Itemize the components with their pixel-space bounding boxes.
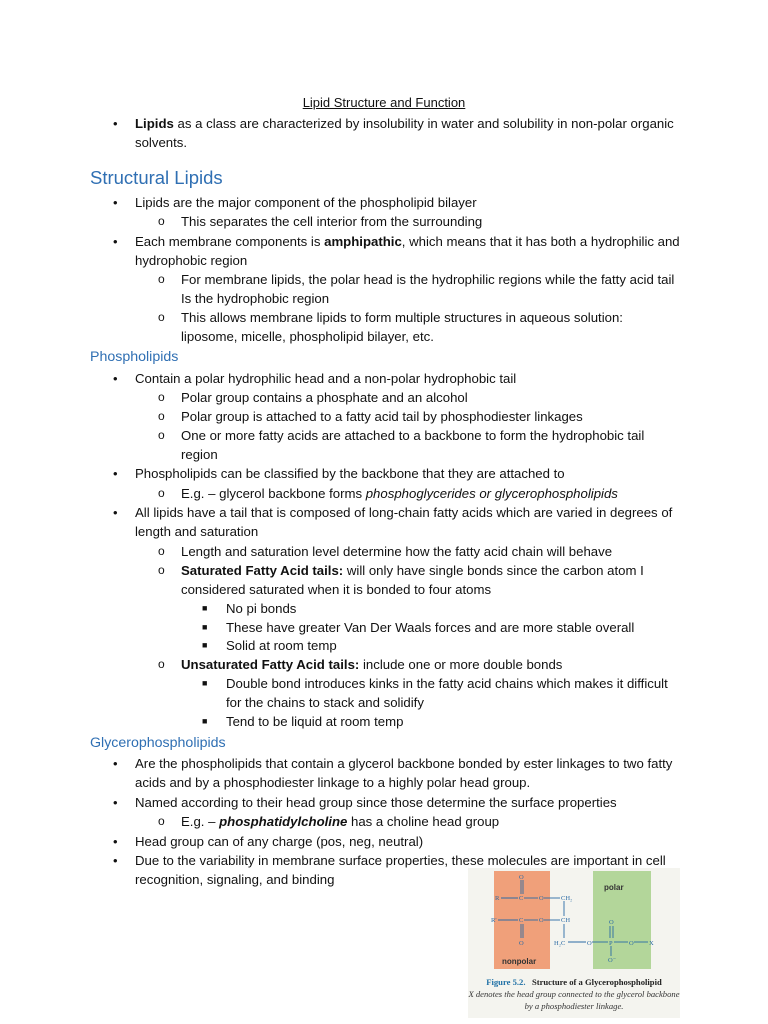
list-item-text: has a choline head group (347, 814, 500, 829)
list-item-text: include one or more double bonds (359, 657, 563, 672)
bullet-marker: ■ (202, 622, 208, 632)
bullet-marker: • (113, 234, 118, 249)
bullet-marker: ■ (202, 716, 208, 726)
list-item-text: Length and saturation level determine how the fatty acid chain will behave (181, 544, 613, 559)
list-item-text: E.g. – (181, 814, 220, 829)
list-item-text: , which means that it has both a hydrophilic and hydrophobic region (135, 234, 680, 268)
bullet-marker: • (113, 756, 118, 771)
bullet-marker: • (113, 853, 118, 868)
list-item (158, 308, 681, 346)
list-item-text: All lipids have a tail that is composed of long-chain fatty acids which are varied in degrees of length and saturation (135, 505, 673, 539)
list-item (158, 212, 681, 231)
bullet-marker: o (158, 814, 165, 828)
list-item (113, 464, 680, 483)
intro-bullet (113, 114, 680, 152)
list-item (158, 407, 681, 426)
bullet-marker: o (158, 390, 165, 404)
figure-description: X denotes the head group connected to the glycerol backbone by a phosphodiester linkage. (468, 989, 680, 1011)
bullet-marker: • (113, 116, 118, 131)
list-item-text: This allows membrane lipids to form multiple structures in aqueous solution: liposome, micelle, phospholipid bilayer, etc. (181, 310, 623, 344)
list-item-text: For membrane lipids, the polar head is the hydrophilic regions while the fatty acid tail Is the hydrophobic region (181, 272, 675, 306)
svg-text:X: X (649, 940, 654, 947)
heading-structural-lipids: Structural Lipids (90, 167, 223, 188)
list-item-text: Polar group contains a phosphate and an alcohol (181, 390, 468, 405)
polar-label: polar (604, 883, 624, 892)
svg-text:CH₂: CH₂ (561, 895, 573, 902)
list-item (158, 388, 681, 407)
document-title: Lipid Structure and Function (302, 95, 466, 110)
bullet-marker: ■ (202, 678, 208, 688)
figure-caption (468, 976, 680, 1012)
svg-text:O: O (519, 874, 524, 881)
svg-text:R: R (495, 895, 500, 902)
heading-phospholipids: Phospholipids (90, 349, 179, 365)
figure-number: Figure 5.2. (486, 977, 526, 987)
bullet-marker: o (158, 486, 165, 500)
list-item-bold: Unsaturated Fatty Acid tails: (181, 657, 360, 672)
svg-text:H₂C: H₂C (554, 940, 566, 947)
list-item-text: E.g. – glycerol backbone forms (181, 486, 366, 501)
svg-text:C: C (519, 917, 524, 924)
list-item-bold: Saturated Fatty Acid tails: (181, 563, 344, 578)
bullet-marker: • (113, 795, 118, 810)
bullet-marker: o (158, 428, 165, 442)
list-item (158, 542, 681, 561)
bullet-marker: o (158, 409, 165, 423)
list-item-text: Contain a polar hydrophilic head and a non-polar hydrophobic tail (135, 371, 517, 386)
svg-text:O⁻: O⁻ (608, 957, 617, 964)
list-item-text: These have greater Van Der Waals forces and are more stable overall (226, 620, 635, 635)
intro-text: as a class are characterized by insolubility in water and solubility in non-polar organic solvents. (135, 116, 674, 150)
list-item (113, 503, 680, 541)
list-item (158, 426, 681, 464)
bullet-marker: • (113, 195, 118, 210)
list-item (202, 674, 681, 712)
list-item-text: will only have single bonds since the carbon atom I considered saturated when it is bonded to four atoms (181, 563, 644, 597)
svg-text:O: O (539, 895, 544, 902)
svg-text:O: O (629, 940, 634, 947)
list-item (113, 754, 680, 792)
svg-text:O: O (539, 917, 544, 924)
figure-title: Structure of a Glycerophospholipid (531, 977, 662, 987)
list-item-text: Named according to their head group since those determine the surface properties (135, 795, 617, 810)
list-item-text: Phospholipids can be classified by the backbone that they are attached to (135, 466, 565, 481)
bullet-marker: o (158, 214, 165, 228)
bullet-marker: o (158, 310, 165, 324)
bullet-marker: o (158, 544, 165, 558)
list-item (158, 484, 681, 503)
list-item (202, 712, 681, 731)
list-item-text: Double bond introduces kinks in the fatty acid chains which makes it difficult for the chains to stack and solidify (226, 676, 668, 710)
list-item (158, 812, 681, 831)
list-item (158, 561, 681, 599)
bullet-marker: ■ (202, 603, 208, 613)
svg-text:O: O (587, 940, 592, 947)
list-item (202, 636, 681, 655)
heading-glycerophospholipids: Glycerophospholipids (90, 735, 226, 751)
glycerophospholipid-diagram (468, 868, 680, 976)
list-item-text: Each membrane components is (135, 234, 325, 249)
bullet-marker: o (158, 272, 165, 286)
list-item (113, 793, 680, 812)
svg-text:O: O (609, 919, 614, 926)
bullet-marker: • (113, 505, 118, 520)
list-item (202, 599, 681, 618)
list-item (113, 232, 680, 270)
list-item-text: One or more fatty acids are attached to a backbone to form the hydrophobic tail region (181, 428, 645, 462)
bullet-marker: o (158, 563, 165, 577)
bullet-marker: • (113, 466, 118, 481)
list-item (202, 618, 681, 637)
list-item-text: Are the phospholipids that contain a glycerol backbone bonded by ester linkages to two fatty acids and by a phosphodiester linkage to a highly polar head group. (135, 756, 673, 790)
list-item (158, 270, 681, 308)
list-item-italic: phosphoglycerides or glycerophospholipids (365, 486, 618, 501)
bullet-marker: o (158, 657, 165, 671)
list-item-text: Lipids are the major component of the phospholipid bilayer (135, 195, 477, 210)
bullet-marker: • (113, 834, 118, 849)
svg-text:R': R' (491, 917, 497, 924)
list-item-text: Due to the variability in membrane surface properties, these molecules are important in cell recognition, signaling, and binding (135, 853, 666, 887)
list-item-text: Solid at room temp (226, 638, 337, 653)
svg-text:C: C (519, 895, 524, 902)
svg-text:P: P (609, 940, 613, 947)
amphipathic-term: amphipathic (324, 234, 402, 249)
svg-text:CH: CH (561, 917, 571, 924)
bullet-marker: • (113, 371, 118, 386)
nonpolar-label: nonpolar (502, 957, 537, 966)
list-item-text: This separates the cell interior from the surrounding (181, 214, 483, 229)
phosphatidylcholine-term: phosphatidylcholine (219, 814, 348, 829)
list-item (113, 193, 680, 212)
list-item-text: Head group can of any charge (pos, neg, neutral) (135, 834, 424, 849)
glycerophospholipid-figure (468, 868, 680, 1018)
list-item-text: Polar group is attached to a fatty acid tail by phosphodiester linkages (181, 409, 583, 424)
svg-text:O: O (519, 940, 524, 947)
list-item-text: No pi bonds (226, 601, 297, 616)
list-item-text: Tend to be liquid at room temp (226, 714, 404, 729)
list-item (113, 832, 680, 851)
intro-bold: Lipids (135, 116, 174, 131)
list-item (113, 369, 680, 388)
list-item (158, 655, 681, 674)
bullet-marker: ■ (202, 640, 208, 650)
